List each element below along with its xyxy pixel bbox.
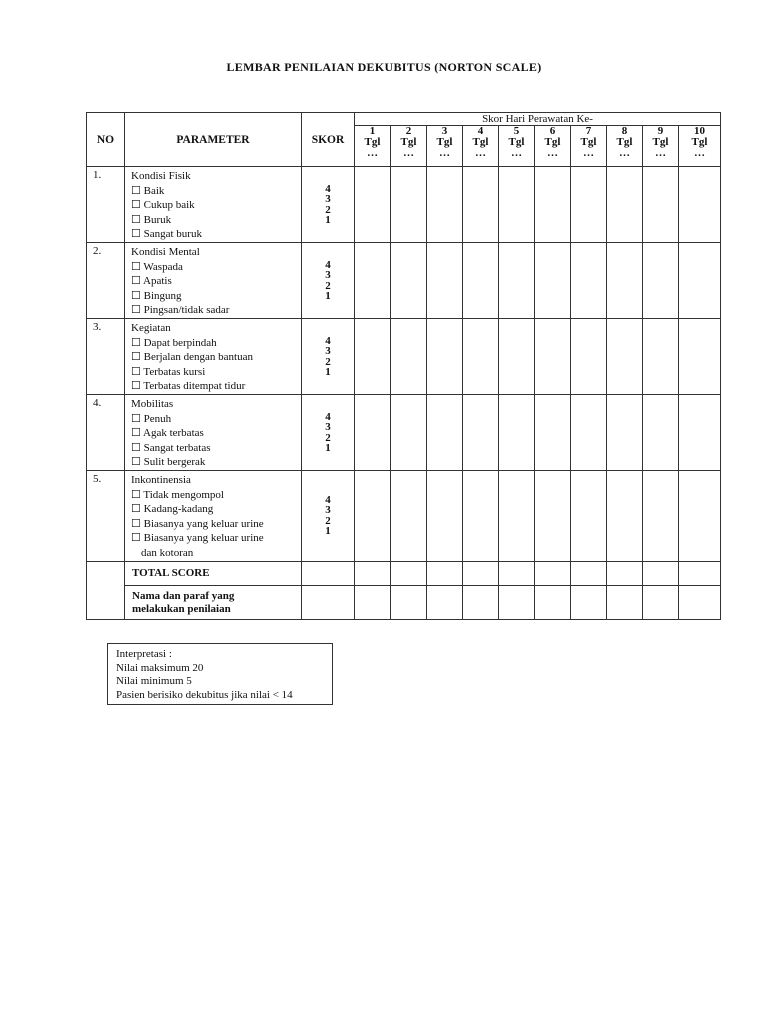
checkbox-option[interactable]: ☐ Baik: [131, 184, 165, 197]
score-entry-cell[interactable]: [391, 167, 427, 243]
day-header-10: 10 Tgl …: [679, 126, 721, 167]
parameter-cell: [125, 471, 302, 562]
score-entry-cell[interactable]: [355, 471, 391, 562]
signature-entry-cell[interactable]: [607, 585, 643, 619]
total-entry-cell[interactable]: [427, 561, 463, 585]
parameter-name: Inkontinensia: [131, 474, 191, 486]
score-entry-cell[interactable]: [571, 395, 607, 471]
signature-label: Nama dan paraf yang melakukan penilaian: [125, 585, 302, 619]
score-entry-cell[interactable]: [427, 319, 463, 395]
option-continuation: dan kotoran: [141, 546, 194, 559]
interpretation-box: [107, 643, 333, 705]
checkbox-option[interactable]: ☐ Buruk: [131, 213, 172, 226]
score-entry-cell[interactable]: [607, 243, 643, 319]
score-entry-cell[interactable]: [679, 471, 721, 562]
checkbox-option[interactable]: ☐ Sangat buruk: [131, 228, 202, 241]
total-entry-cell[interactable]: [679, 561, 721, 585]
checkbox-option[interactable]: ☐ Agak terbatas: [131, 427, 204, 440]
day-header-6: 6 Tgl …: [535, 126, 571, 167]
score-entry-cell[interactable]: [355, 319, 391, 395]
signature-entry-cell[interactable]: [535, 585, 571, 619]
total-entry-cell[interactable]: [535, 561, 571, 585]
score-entry-cell[interactable]: [499, 167, 535, 243]
score-values: 4 3 2 1: [302, 319, 355, 395]
parameter-row-kondisi-mental: [87, 243, 721, 319]
row-number: 2.: [87, 243, 125, 319]
checkbox-option[interactable]: ☐ Biasanya yang keluar urine dan kotoran: [131, 531, 301, 560]
score-entry-cell[interactable]: [571, 167, 607, 243]
score-entry-cell[interactable]: [679, 395, 721, 471]
checkbox-option[interactable]: ☐ Tidak mengompol: [131, 488, 224, 501]
score-entry-cell[interactable]: [607, 319, 643, 395]
score-entry-cell[interactable]: [499, 471, 535, 562]
header-parameter: PARAMETER: [125, 113, 302, 167]
score-entry-cell[interactable]: [607, 471, 643, 562]
score-entry-cell[interactable]: [427, 167, 463, 243]
parameter-row-kegiatan: [87, 319, 721, 395]
score-entry-cell[interactable]: [643, 471, 679, 562]
score-values: 4 3 2 1: [302, 395, 355, 471]
score-entry-cell[interactable]: [607, 395, 643, 471]
checkbox-option[interactable]: ☐ Penuh: [131, 412, 172, 425]
checkbox-option[interactable]: ☐ Waspada: [131, 260, 183, 273]
header-no: NO: [87, 113, 125, 167]
score-entry-cell[interactable]: [463, 319, 499, 395]
parameter-row-mobilitas: [87, 395, 721, 471]
total-entry-cell[interactable]: [499, 561, 535, 585]
score-entry-cell[interactable]: [571, 471, 607, 562]
day-header-4: 4 Tgl …: [463, 126, 499, 167]
score-entry-cell[interactable]: [427, 471, 463, 562]
interpretation-line: Pasien berisiko dekubitus jika nilai < 14: [116, 688, 293, 701]
checkbox-option[interactable]: ☐ Pingsan/tidak sadar: [131, 304, 230, 317]
parameter-cell: [125, 319, 302, 395]
day-header-7: 7 Tgl …: [571, 126, 607, 167]
parameter-cell: [125, 243, 302, 319]
parameter-row-kondisi-fisik: [87, 167, 721, 243]
day-header-3: 3 Tgl …: [427, 126, 463, 167]
total-entry-cell[interactable]: [463, 561, 499, 585]
score-entry-cell[interactable]: [427, 395, 463, 471]
header-day-group: Skor Hari Perawatan Ke-: [355, 113, 721, 126]
score-entry-cell[interactable]: [535, 167, 571, 243]
checkbox-option[interactable]: ☐ Cukup baik: [131, 199, 195, 212]
score-entry-cell[interactable]: [391, 471, 427, 562]
day-header-9: 9 Tgl …: [643, 126, 679, 167]
checkbox-option[interactable]: ☐ Apatis: [131, 275, 172, 288]
score-entry-cell[interactable]: [679, 243, 721, 319]
score-entry-cell[interactable]: [679, 167, 721, 243]
total-entry-cell[interactable]: [571, 561, 607, 585]
total-score-label: TOTAL SCORE: [125, 561, 302, 585]
day-header-2: 2 Tgl …: [391, 126, 427, 167]
total-entry-cell[interactable]: [391, 561, 427, 585]
score-entry-cell[interactable]: [643, 395, 679, 471]
checkbox-option[interactable]: ☐ Biasanya yang keluar urine: [131, 517, 264, 530]
signature-entry-cell[interactable]: [643, 585, 679, 619]
norton-scale-table: [86, 112, 721, 620]
score-entry-cell[interactable]: [535, 243, 571, 319]
interpretation-line: Nilai minimum 5: [116, 675, 192, 687]
parameter-name: Mobilitas: [131, 398, 174, 410]
checkbox-option[interactable]: ☐ Bingung: [131, 289, 182, 302]
checkbox-option[interactable]: ☐ Terbatas ditempat tidur: [131, 380, 246, 393]
total-score-row: [87, 561, 721, 585]
score-entry-cell[interactable]: [463, 395, 499, 471]
score-entry-cell[interactable]: [607, 167, 643, 243]
header-skor: SKOR: [302, 113, 355, 167]
row-number: 1.: [87, 167, 125, 243]
score-entry-cell[interactable]: [535, 395, 571, 471]
signature-entry-cell[interactable]: [463, 585, 499, 619]
page-title: LEMBAR PENILAIAN DEKUBITUS (NORTON SCALE): [226, 60, 542, 74]
day-header-8: 8 Tgl …: [607, 126, 643, 167]
interpretation-line: Nilai maksimum 20: [116, 661, 204, 674]
score-entry-cell[interactable]: [499, 395, 535, 471]
total-entry-cell[interactable]: [643, 561, 679, 585]
parameter-cell: [125, 395, 302, 471]
score-entry-cell[interactable]: [571, 243, 607, 319]
signature-skor-cell: [302, 585, 355, 619]
score-entry-cell[interactable]: [391, 243, 427, 319]
score-entry-cell[interactable]: [355, 395, 391, 471]
row-number: 4.: [87, 395, 125, 471]
score-entry-cell[interactable]: [391, 395, 427, 471]
signature-entry-cell[interactable]: [499, 585, 535, 619]
score-entry-cell[interactable]: [355, 243, 391, 319]
checkbox-option[interactable]: ☐ Sulit bergerak: [131, 456, 206, 469]
score-entry-cell[interactable]: [499, 243, 535, 319]
parameter-name: Kondisi Mental: [131, 246, 200, 258]
parameter-name: Kegiatan: [131, 322, 171, 334]
day-header-5: 5 Tgl …: [499, 126, 535, 167]
parameter-name: Kondisi Fisik: [131, 170, 191, 182]
score-entry-cell[interactable]: [535, 471, 571, 562]
total-entry-cell[interactable]: [355, 561, 391, 585]
empty-no-cell: [87, 561, 125, 619]
row-number: 3.: [87, 319, 125, 395]
interpretation-heading: Interpretasi :: [116, 648, 172, 660]
signature-entry-cell[interactable]: [355, 585, 391, 619]
score-values: 4 3 2 1: [302, 471, 355, 562]
checkbox-option[interactable]: ☐ Kadang-kadang: [131, 503, 214, 516]
score-entry-cell[interactable]: [355, 167, 391, 243]
day-header-1: 1 Tgl …: [355, 126, 391, 167]
total-entry-cell[interactable]: [607, 561, 643, 585]
score-entry-cell[interactable]: [643, 319, 679, 395]
signature-entry-cell[interactable]: [391, 585, 427, 619]
score-values: 4 3 2 1: [302, 167, 355, 243]
signature-entry-cell[interactable]: [679, 585, 721, 619]
score-entry-cell[interactable]: [571, 319, 607, 395]
signature-entry-cell[interactable]: [427, 585, 463, 619]
score-entry-cell[interactable]: [643, 243, 679, 319]
parameter-row-inkontinensia: [87, 471, 721, 562]
score-entry-cell[interactable]: [679, 319, 721, 395]
score-entry-cell[interactable]: [391, 319, 427, 395]
score-entry-cell[interactable]: [643, 167, 679, 243]
checkbox-option[interactable]: ☐ Dapat berpindah: [131, 336, 217, 349]
signature-entry-cell[interactable]: [571, 585, 607, 619]
checkbox-option[interactable]: ☐ Berjalan dengan bantuan: [131, 351, 253, 364]
checkbox-option[interactable]: ☐ Terbatas kursi: [131, 365, 206, 378]
score-entry-cell[interactable]: [499, 319, 535, 395]
checkbox-option[interactable]: ☐ Sangat terbatas: [131, 441, 211, 454]
score-entry-cell[interactable]: [463, 471, 499, 562]
score-entry-cell[interactable]: [535, 319, 571, 395]
score-entry-cell[interactable]: [427, 243, 463, 319]
score-entry-cell[interactable]: [463, 167, 499, 243]
signature-row: [87, 585, 721, 619]
score-values: 4 3 2 1: [302, 243, 355, 319]
total-skor-cell: [302, 561, 355, 585]
parameter-cell: [125, 167, 302, 243]
score-entry-cell[interactable]: [463, 243, 499, 319]
row-number: 5.: [87, 471, 125, 562]
